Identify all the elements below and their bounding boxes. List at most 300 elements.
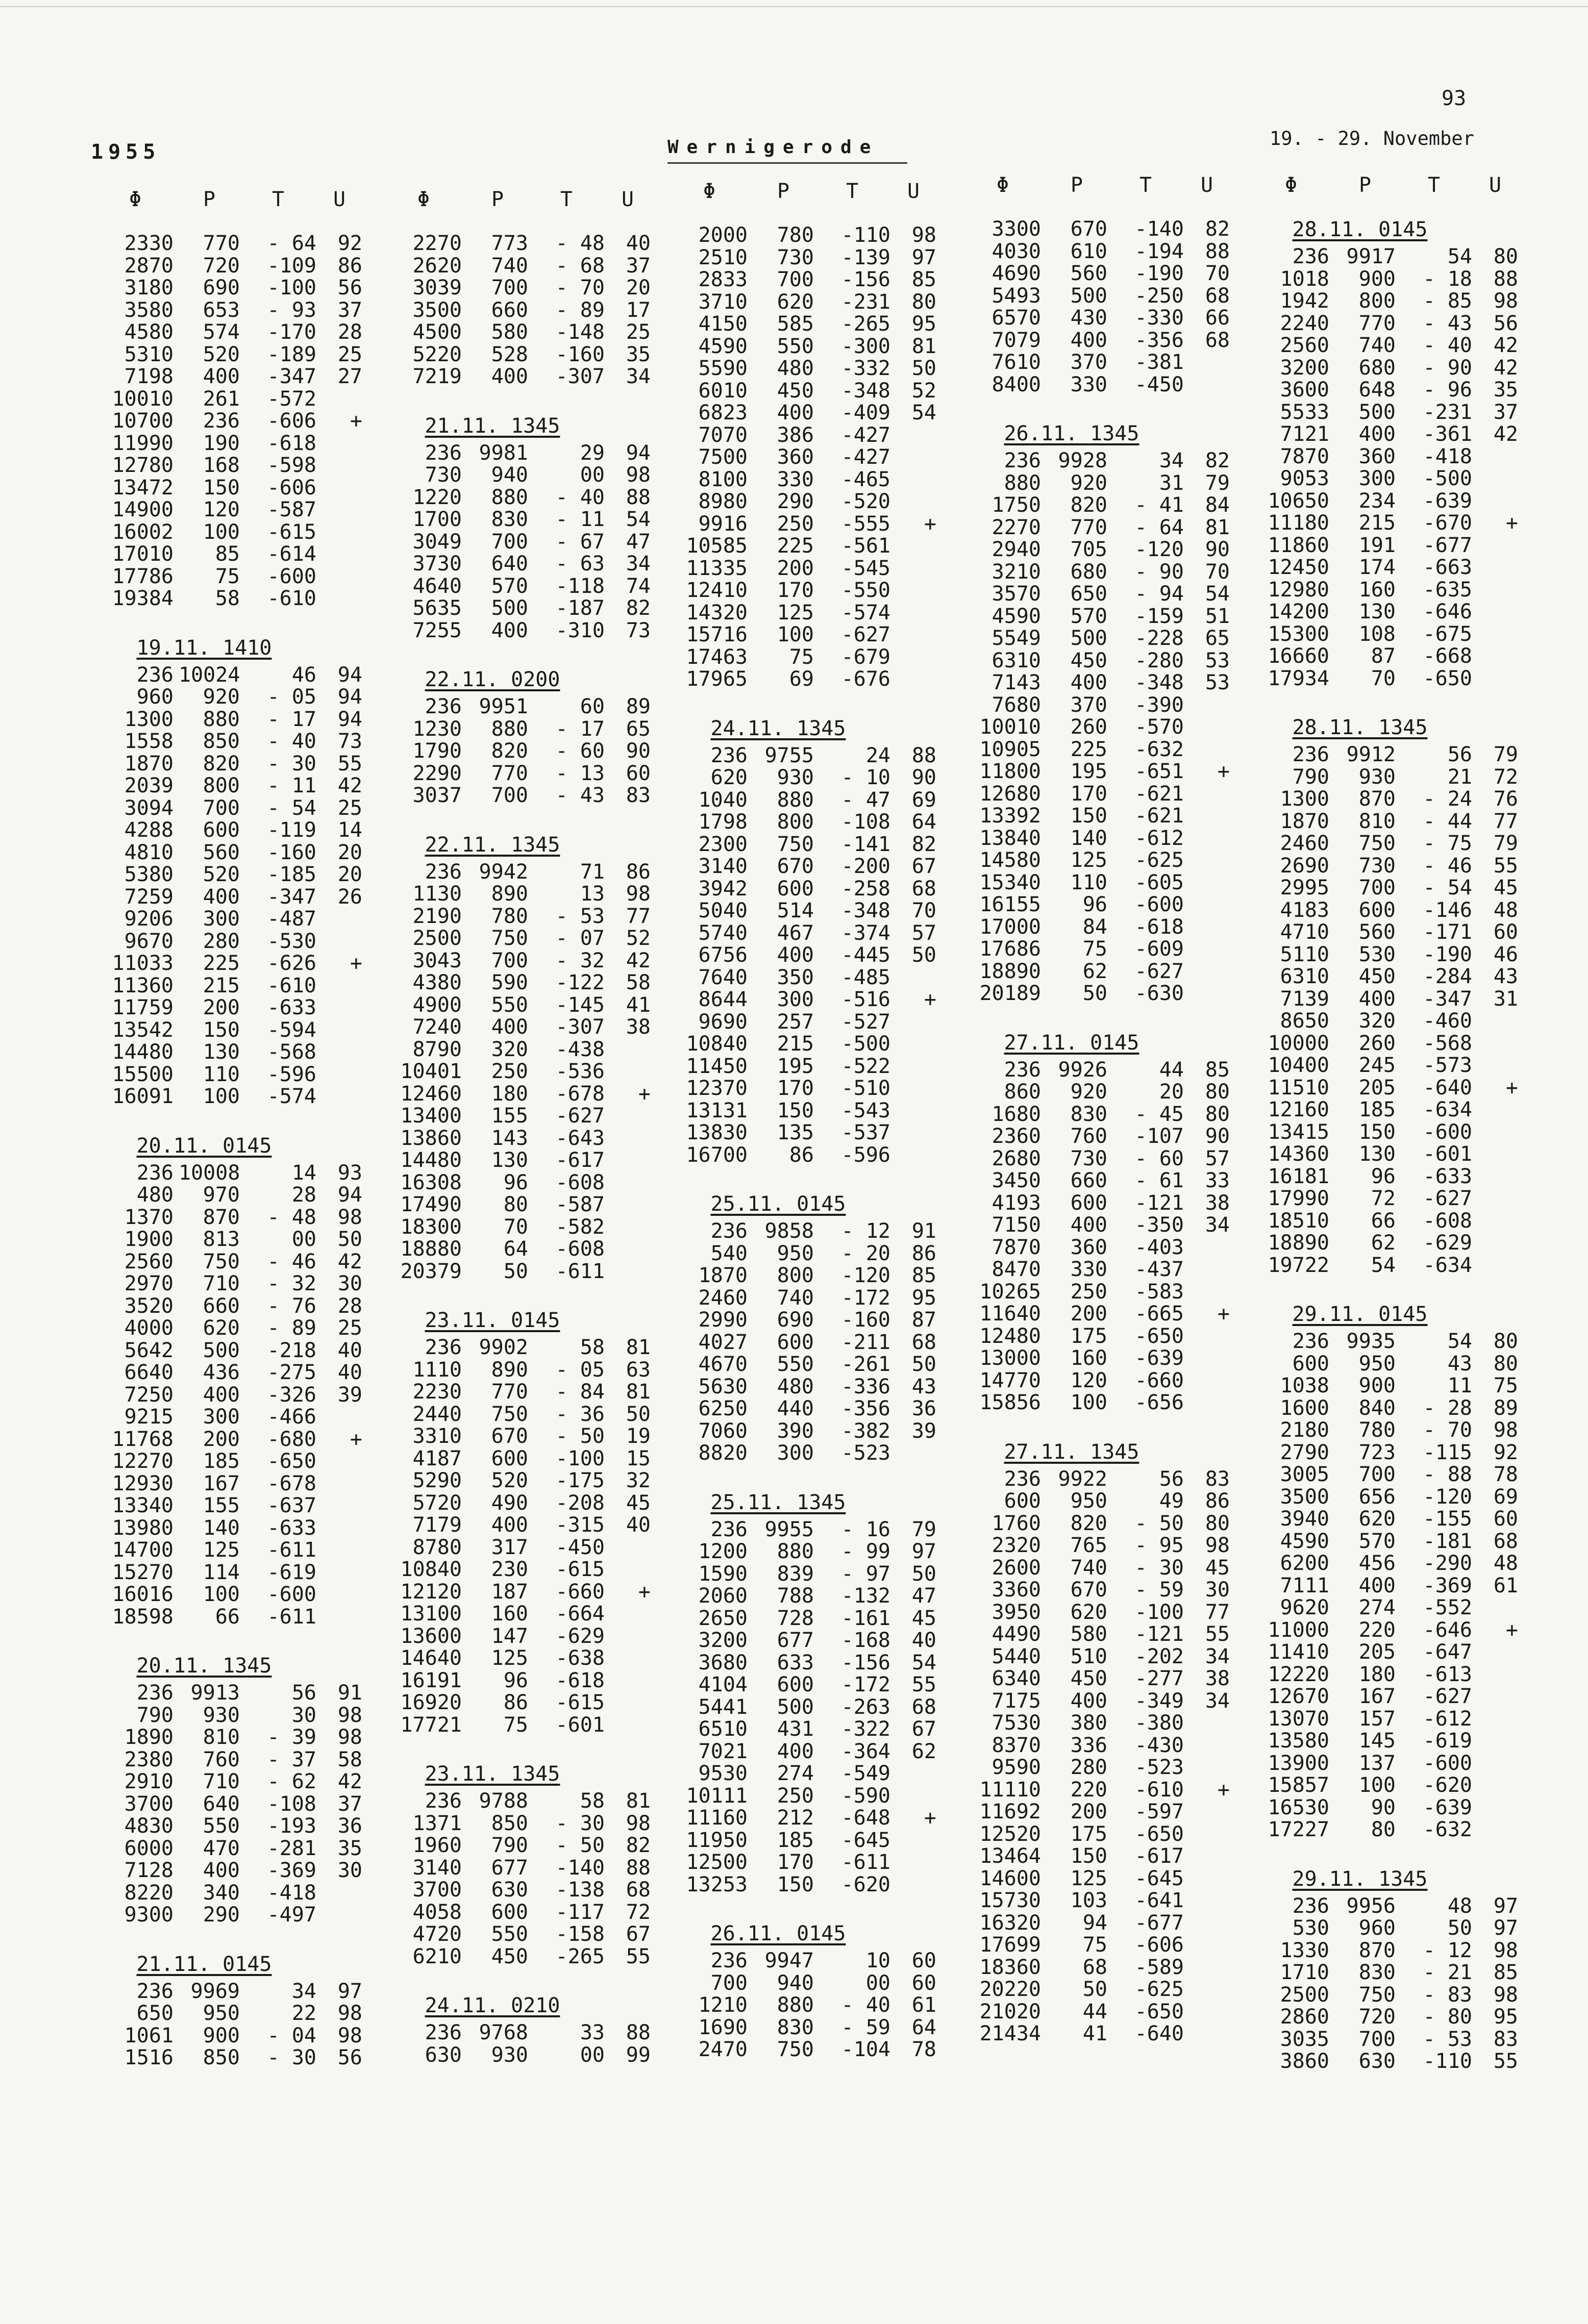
table-row [666, 1354, 941, 1376]
table-row [92, 299, 367, 322]
t-value: -650 [1423, 666, 1472, 690]
phi-value: 7079 [991, 328, 1041, 352]
table-row [959, 583, 1235, 606]
p-value: 700 [491, 530, 528, 554]
u-value: 80 [1205, 1080, 1230, 1104]
table-row [959, 1801, 1235, 1823]
u-value: 57 [1205, 1146, 1230, 1170]
t-value: -277 [1134, 1667, 1184, 1690]
p-value: 560 [1070, 262, 1107, 285]
sounding-block [666, 1193, 941, 1465]
phi-value: 9530 [698, 1762, 748, 1785]
u-value [1184, 1957, 1230, 1979]
phi-value: 2440 [412, 1402, 462, 1426]
t-value: -194 [1134, 239, 1184, 263]
phi-value: 11640 [979, 1302, 1041, 1326]
p-value: 400 [1070, 671, 1107, 694]
p-value: 143 [491, 1126, 528, 1150]
phi-value: 236 [425, 2021, 462, 2044]
p-value: 220 [1358, 1618, 1396, 1642]
u-value: 98 [337, 1205, 362, 1229]
table-row [959, 1868, 1235, 1890]
t-value: -677 [1134, 1911, 1184, 1935]
u-value [605, 1603, 651, 1626]
phi-value: 2470 [698, 2038, 748, 2061]
phi-value: 15856 [979, 1391, 1041, 1414]
u-value: + [1505, 1618, 1518, 1642]
table-row [959, 1735, 1235, 1757]
phi-value: 9215 [124, 1405, 173, 1429]
phi-value: 12220 [1268, 1662, 1329, 1686]
p-value: 705 [1070, 538, 1107, 561]
p-value: 330 [1070, 372, 1107, 396]
t-value: -670 [1423, 511, 1472, 535]
t-value: - 18 [1423, 267, 1472, 291]
t-value: -587 [555, 1193, 605, 1216]
phi-value: 4640 [412, 574, 462, 598]
table-row [1248, 944, 1523, 966]
phi-value: 7179 [412, 1513, 462, 1537]
p-value: 300 [203, 907, 240, 931]
t-value: -427 [841, 445, 890, 469]
p-value: 400 [491, 618, 528, 642]
p-value: 9858 [764, 1219, 814, 1243]
table-row [959, 805, 1235, 828]
table-row [959, 716, 1235, 739]
table-row [666, 811, 941, 834]
p-value: 450 [777, 379, 814, 403]
t-value: -545 [841, 556, 890, 580]
p-value: 68 [1082, 1955, 1107, 1979]
p-value: 360 [1070, 1235, 1107, 1259]
table-row [1248, 833, 1523, 855]
p-value: 600 [777, 1673, 814, 1696]
table-row [666, 745, 941, 767]
table-row [380, 1537, 656, 1559]
u-value [1472, 1664, 1518, 1686]
p-value: 520 [203, 342, 240, 366]
t-value: -107 [1134, 1124, 1184, 1148]
table-row [1248, 1442, 1523, 1464]
phi-value: 7610 [991, 351, 1041, 374]
phi-value: 4590 [698, 334, 748, 358]
table-row [666, 1674, 941, 1696]
u-value: 79 [1493, 743, 1518, 766]
table-row [380, 1172, 656, 1194]
phi-value: 2560 [1280, 334, 1329, 357]
t-value: - 53 [555, 904, 605, 928]
t-value: -160 [267, 840, 316, 864]
table-row [380, 718, 656, 741]
t-value: -647 [1423, 1640, 1472, 1664]
phi-value: 7070 [698, 423, 748, 447]
u-header: U [907, 180, 920, 203]
t-value: -611 [267, 1605, 316, 1629]
u-value: 40 [626, 232, 651, 255]
u-value: 78 [1493, 1463, 1518, 1486]
phi-value: 8100 [698, 467, 748, 491]
table-row [380, 1128, 656, 1150]
table-row [1248, 1210, 1523, 1233]
u-value: 95 [911, 1286, 936, 1310]
table-row [380, 1670, 656, 1692]
phi-value: 1300 [124, 707, 173, 731]
u-value: 88 [626, 2021, 651, 2044]
t-value: -600 [1423, 1120, 1472, 1144]
t-value: -104 [841, 2038, 890, 2061]
table-row [1248, 1010, 1523, 1033]
p-value: 9935 [1346, 1330, 1396, 1353]
table-row [380, 321, 656, 344]
table-row [92, 1727, 367, 1749]
t-value: - 07 [555, 927, 605, 950]
p-value: 880 [777, 788, 814, 812]
p-value: 656 [1358, 1485, 1396, 1509]
u-value: 56 [1493, 311, 1518, 335]
u-value [1472, 668, 1518, 690]
u-value: 61 [1493, 1573, 1518, 1597]
p-value: 170 [777, 579, 814, 602]
sounding-date-time: 26.11. 1345 [1004, 422, 1139, 445]
phi-value: 7175 [991, 1689, 1041, 1713]
u-value: 67 [626, 1922, 651, 1946]
p-value: 530 [1358, 942, 1396, 966]
u-value: 35 [337, 1836, 362, 1860]
table-row [666, 1078, 941, 1100]
t-value: - 40 [267, 730, 316, 753]
t-value: -381 [1134, 351, 1184, 374]
p-value: 550 [203, 1814, 240, 1838]
p-value: 215 [777, 1032, 814, 1056]
t-value: -625 [1134, 1978, 1184, 2001]
table-row [959, 218, 1235, 241]
phi-value: 1870 [698, 1264, 748, 1287]
p-value: 9902 [479, 1336, 528, 1359]
p-value: 800 [777, 1264, 814, 1287]
table-row [666, 967, 941, 989]
phi-value: 14700 [112, 1538, 173, 1562]
t-value: -326 [267, 1383, 316, 1407]
p-value: 690 [203, 276, 240, 299]
p-value: 147 [491, 1624, 528, 1648]
data-column-3 [666, 180, 941, 2061]
phi-value: 10010 [112, 387, 173, 411]
t-value: -250 [1134, 284, 1184, 308]
phi-value: 1040 [698, 788, 748, 812]
u-value: 39 [911, 1419, 936, 1443]
phi-value: 11000 [1268, 1618, 1329, 1642]
table-row [1248, 1619, 1523, 1642]
p-value: 450 [1070, 648, 1107, 672]
table-row [1248, 2029, 1523, 2051]
phi-value: 6250 [698, 1397, 748, 1420]
u-value [316, 433, 362, 455]
p-value: 830 [777, 2015, 814, 2039]
p-value: 770 [1070, 515, 1107, 539]
table-row [666, 1994, 941, 2017]
phi-value: 14320 [686, 601, 748, 624]
u-value [1472, 1099, 1518, 1121]
t-value: -100 [267, 276, 316, 299]
table-row [380, 1692, 656, 1714]
p-value: 180 [1358, 1662, 1396, 1686]
t-value: - 30 [267, 2046, 316, 2069]
t-value: - 75 [1423, 832, 1472, 855]
t-value: -156 [841, 268, 890, 291]
u-value: 99 [626, 2043, 651, 2067]
p-value: 400 [491, 1513, 528, 1537]
u-value: 86 [626, 860, 651, 884]
phi-value: 13860 [400, 1126, 462, 1150]
table-row [1248, 811, 1523, 833]
p-value: 700 [491, 276, 528, 299]
phi-value: 8400 [991, 372, 1041, 396]
sounding-date-time: 27.11. 0145 [1004, 1031, 1139, 1055]
phi-value: 3300 [991, 217, 1041, 241]
t-value: -611 [267, 1538, 316, 1562]
phi-value: 4500 [412, 320, 462, 344]
table-row [959, 916, 1235, 939]
phi-value: 4710 [1280, 920, 1329, 944]
sounding-title [380, 1309, 605, 1332]
p-value: 500 [1070, 284, 1107, 308]
t-value: - 32 [555, 948, 605, 972]
u-value [1472, 1121, 1518, 1144]
t-value: 00 [580, 2043, 605, 2067]
table-row [92, 1771, 367, 1793]
u-value: 57 [911, 921, 936, 945]
t-value: -263 [841, 1695, 890, 1719]
p-value: 41 [1082, 2022, 1107, 2045]
p-value: 390 [777, 1419, 814, 1443]
t-value: -336 [841, 1375, 890, 1398]
t-value: -572 [267, 387, 316, 411]
table-row [1248, 490, 1523, 513]
p-value: 720 [1358, 2005, 1396, 2029]
table-row [380, 1149, 656, 1172]
t-value: - 60 [1134, 1146, 1184, 1170]
p-value: 180 [491, 1082, 528, 1106]
table-row [1248, 1775, 1523, 1797]
t-value: -627 [1134, 959, 1184, 983]
u-value: 82 [911, 832, 936, 856]
u-value [316, 1041, 362, 1064]
u-value: + [1217, 760, 1230, 783]
t-value: -120 [1423, 1485, 1472, 1509]
phi-value: 5642 [124, 1338, 173, 1362]
u-value [316, 1606, 362, 1629]
u-value: + [924, 512, 936, 536]
phi-value: 11759 [112, 996, 173, 1019]
phi-value: 12120 [400, 1580, 462, 1604]
p-value: 96 [1082, 893, 1107, 916]
t-value: - 30 [555, 1811, 605, 1835]
table-row [380, 763, 656, 785]
p-value: 190 [203, 431, 240, 455]
table-row [959, 1779, 1235, 1802]
u-value: 36 [911, 1397, 936, 1420]
phi-value: 1110 [412, 1358, 462, 1382]
u-value: 82 [1205, 217, 1230, 241]
u-value [890, 1144, 936, 1167]
phi-value: 236 [710, 1517, 748, 1541]
u-value [1472, 1775, 1518, 1797]
table-row [666, 1608, 941, 1630]
t-value: 58 [580, 1336, 605, 1359]
phi-value: 3940 [1280, 1507, 1329, 1531]
table-row [959, 1281, 1235, 1304]
table-row [92, 1184, 367, 1207]
table-row [959, 961, 1235, 983]
u-value: 55 [911, 1673, 936, 1696]
p-value: 120 [203, 498, 240, 521]
u-value [890, 1852, 936, 1874]
t-value: -265 [841, 312, 890, 336]
sounding-date-time: 22.11. 1345 [425, 833, 560, 857]
p-value: 400 [203, 1383, 240, 1407]
u-value: 25 [626, 320, 651, 344]
table-row [1248, 579, 1523, 602]
table-row [666, 1630, 941, 1652]
phi-value: 7121 [1280, 422, 1329, 446]
p-value: 930 [491, 2043, 528, 2067]
u-value: 90 [1205, 538, 1230, 561]
t-value: -660 [1134, 1368, 1184, 1392]
table-row [380, 1559, 656, 1581]
table-row [959, 1646, 1235, 1668]
u-value: 78 [911, 2038, 936, 2061]
t-value: -583 [1134, 1280, 1184, 1304]
p-value: 750 [491, 1402, 528, 1426]
phi-value: 2000 [698, 223, 748, 247]
table-row [666, 624, 941, 646]
u-value: 37 [337, 1792, 362, 1816]
t-value: -615 [555, 1691, 605, 1714]
table-row [666, 358, 941, 380]
t-value: -121 [1134, 1622, 1184, 1646]
table-row [666, 989, 941, 1011]
u-value: 76 [1493, 787, 1518, 811]
table-row [959, 307, 1235, 330]
t-value: -536 [555, 1060, 605, 1083]
p-value: 75 [1082, 937, 1107, 961]
t-value: -625 [1134, 848, 1184, 872]
table-row [92, 775, 367, 797]
u-value: 70 [1205, 560, 1230, 584]
data-column-1 [92, 188, 367, 2069]
phi-value: 8220 [124, 1881, 173, 1905]
phi-header: Φ [703, 180, 716, 203]
table-row [1248, 966, 1523, 988]
t-value: -258 [841, 877, 890, 901]
t-value: - 17 [267, 707, 316, 731]
p-value: 87 [1371, 644, 1396, 668]
table-row [666, 646, 941, 669]
p-value: 660 [203, 1294, 240, 1318]
phi-value: 14480 [400, 1148, 462, 1172]
u-value [605, 1216, 651, 1239]
t-value: 44 [1159, 1058, 1184, 1082]
u-value [890, 1056, 936, 1078]
phi-value: 14640 [400, 1646, 462, 1670]
phi-value: 236 [136, 1681, 173, 1705]
phi-value: 6570 [991, 306, 1041, 330]
u-value [890, 624, 936, 646]
u-value: 88 [626, 485, 651, 509]
u-value: 85 [1493, 1961, 1518, 1984]
t-value: 43 [1447, 1352, 1472, 1376]
phi-value: 2990 [698, 1308, 748, 1332]
sounding-title [666, 1491, 890, 1514]
phi-value: 7060 [698, 1419, 748, 1443]
table-row [92, 797, 367, 820]
u-value [1184, 1712, 1230, 1735]
u-value [316, 975, 362, 997]
p-value: 870 [203, 1205, 240, 1229]
u-value [890, 1100, 936, 1122]
sounding-block [380, 1994, 656, 2066]
t-value: -523 [841, 1441, 890, 1465]
t-value: 56 [1159, 1467, 1184, 1491]
u-value [1472, 579, 1518, 602]
u-value [1184, 805, 1230, 828]
p-value: 920 [1070, 471, 1107, 495]
p-value: 620 [1070, 1600, 1107, 1624]
p-value: 100 [1070, 1391, 1107, 1414]
sounding-block [666, 717, 941, 1167]
p-value: 630 [1358, 2050, 1396, 2073]
u-value: 42 [337, 1770, 362, 1793]
table-row [666, 1033, 941, 1056]
table-row [380, 696, 656, 718]
t-value: -231 [1423, 400, 1472, 424]
table-row [666, 513, 941, 536]
t-value: -374 [841, 921, 890, 945]
u-value: 38 [1205, 1667, 1230, 1690]
p-value: 770 [1358, 311, 1396, 335]
phi-value: 530 [1292, 1916, 1329, 1940]
p-value: 590 [491, 971, 528, 994]
table-row [959, 1623, 1235, 1646]
table-row [380, 740, 656, 763]
table-row [666, 1442, 941, 1465]
t-value: -450 [555, 1535, 605, 1559]
table-row [666, 491, 941, 513]
u-value [1472, 557, 1518, 579]
u-value [890, 1078, 936, 1100]
u-value: 34 [626, 365, 651, 388]
phi-value: 2330 [124, 232, 173, 255]
t-value: 13 [580, 882, 605, 906]
p-value: 69 [789, 667, 814, 691]
u-value: 62 [911, 1739, 936, 1763]
p-value: 160 [1358, 578, 1396, 602]
phi-value: 17934 [1268, 666, 1329, 690]
phi-value: 2320 [991, 1534, 1041, 1557]
table-row [1248, 1033, 1523, 1055]
p-value: 620 [203, 1316, 240, 1340]
u-value [316, 521, 362, 544]
phi-value: 4058 [412, 1900, 462, 1924]
u-value: 20 [337, 840, 362, 864]
phi-value: 5380 [124, 863, 173, 886]
t-value: -637 [267, 1494, 316, 1517]
table-row [92, 1682, 367, 1705]
u-value [316, 931, 362, 953]
u-value [1472, 1010, 1518, 1033]
table-row [666, 1563, 941, 1586]
table-row [666, 535, 941, 558]
